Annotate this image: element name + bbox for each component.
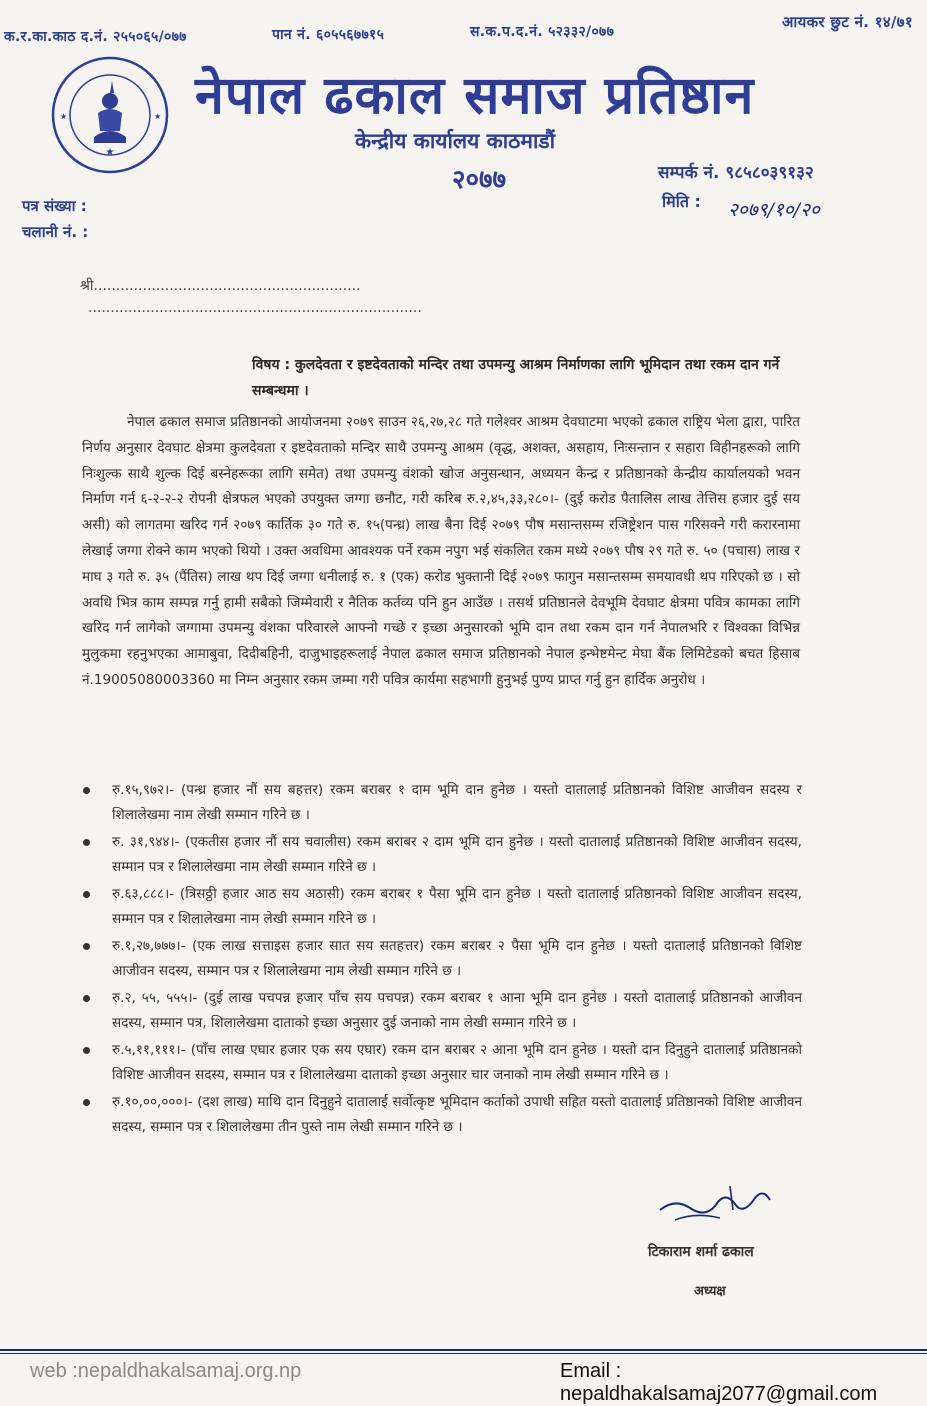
footer-divider-thin [0,1353,927,1354]
swc-number: स.क.प.द.नं. ५२३३२/०७७ [470,24,615,40]
svg-text:★: ★ [154,112,162,121]
registration-number: क.र.का.काठ द.नं. २५५०६५/०७७ [4,29,187,45]
date-label: मिति : [662,192,701,211]
website-address: web :nepaldhakalsamaj.org.np [30,1360,302,1382]
list-item [80,830,802,880]
list-item [80,882,802,932]
bullet-icon [83,995,90,1002]
date-value: २०७९/१०/२० [728,199,820,221]
list-item [80,778,802,828]
donation-tier-text: रु.१०,००,०००।- (दश लाख) माथि दान दिनुहुने दातालाई सर्वोत्कृष्ट भूमिदान कर्ताको उपाधी सहित यस्तो दातालाई प्रतिष्ठानको विशिष्ट आजीवन सदस्य, सम्मान पत्र र शिलालेखमा तीन पुस्ते नाम लेखी सम्मान गरिने छ । [112,1094,802,1135]
dispatch-number-label: चलानी नं. : [22,223,89,241]
pan-number: पान नं. ६०५५६७७१५ [272,27,385,43]
letter-body: नेपाल ढकाल समाज प्रतिष्ठानको आयोजनमा २०७९ साउन २६,२७,२८ गते गलेश्वर आश्रम देवघाटमा भएको ढकाल राष्ट्रिय भेला द्वारा, पारित निर्णय अनुसार देवघाट क्षेत्रमा कुलदेवता र इष्टदेवताको मन्दिर साथै उपमन्यु आश्रम (वृद्ध, अशक्त, असहाय, निःसन्तान र सहारा विहीनहरूको लागि निःशुल्क साथै शुल्क दिई बस्नेहरूका लागि समेत) तथा उपमन्यु वंशको खोज अनुसन्धान, अध्ययन केन्द्र र प्रतिष्ठानको केन्द्रीय कार्यालयको भवन निर्माण गर्न ६-२-२-२ रोपनी क्षेत्रफल भएको उपयुक्त जग्गा छनौट, गरी करिब रु.२,४५,३३,२८०।- (दुई करोड पैतालिस लाख तेत्तिस हजार दुई सय असी) को लागतमा खरिद गर्न २०७९ कार्तिक ३० गते रु. १५(पन्ध्र) लाख बैना दिई २०७९ पौष मसान्तसम्म रजिष्ट्रेशन पास गरिसक्ने गरी करारनामा लेखाई जग्गा रोक्ने काम भएको थियो । उक्त अवधिमा आवश्यक पर्ने रकम नपुग भई संकलित रकम मध्ये २०७९ पौष २९ गते रु. ५० (पचास) लाख र माघ ३ गते रु. ३५ (पैंतिस) लाख थप दिई जग्गा धनीलाई रु. १ (एक) करोड भुक्तानी दिई २०७९ फागुन मसान्तसम्म समयावधी थप गरिएको छ । सो अवधि भित्र काम सम्पन्न गर्नु हामी सबैको जिम्मेवारी र नैतिक कर्तव्य पनि हुन आउँछ । तसर्थ प्रतिष्ठानले देवभूमि देवघाट क्षेत्रमा पवित्र कामका लागि खरिद गर्न लागेको जग्गामा उपमन्यु वंशका परिवारले आफ्नो गच्छे र इच्छा अनुसारको भूमि दान तथा रकम दान गर्न नेपालभरि र विश्वका विभिन्न मुलुकमा रहनुभएका आमाबुवा, दिदीबहिनी, दाजुभाइहरूलाई नेपाल ढकाल समाज प्रतिष्ठानको नेपाल इन्भेष्टमेन्ट मेघा बैंक लिमिटेडको बचत हिसाब नं.19005080003360 मा निम्न अनुसार रकम जम्मा गरी पवित्र कार्यमा सहभागी हुनुभई पुण्य प्राप्त गर्नु हुन हार्दिक अनुरोध । [82,414,800,688]
organization-name: नेपाल ढकाल समाज प्रतिष्ठान [195,66,755,126]
bullet-icon [83,891,90,898]
letter-number-label: पत्र संख्या : [22,197,87,215]
bullet-icon [83,787,90,794]
svg-text:★: ★ [60,112,68,121]
footer-divider [0,1349,927,1351]
donation-tier-text: रु.२, ५५, ५५५।- (दुई लाख पचपन्न हजार पाँच सय पचपन्न) रकम बराबर १ आना भूमि दान हुनेछ । यस्तो दातालाई प्रतिष्ठानको आजीवन सदस्य, सम्मान पत्र, शिलालेखमा दाताको इच्छा अनुसार दुई जनाको नाम लेखी सम्मान गरिने छ । [112,990,802,1031]
list-item [80,934,802,984]
signatory-name: टिकाराम शर्मा ढकाल [648,1244,754,1260]
list-item [80,986,802,1036]
bullet-icon [83,1047,90,1054]
donation-tier-list [80,778,802,1142]
donation-tier-text: रु.१,२७,७७७।- (एक लाख सत्ताइस हजार सात सय सतहत्तर) रकम बराबर २ पैसा भूमि दान हुनेछ । यस्तो दातालाई प्रतिष्ठानको विशिष्ट आजीवन सदस्य, सम्मान पत्र र शिलालेखमा नाम लेखी सम्मान गरिने छ । [112,938,802,979]
donation-tier-text: रु.१५,९७२।- (पन्ध्र हजार नौं सय बहत्तर) रकम बराबर १ दाम भूमि दान हुनेछ । यस्तो दातालाई प्रतिष्ठानको विशिष्ट आजीवन सदस्य र शिलालेखमा नाम लेखी सम्मान गरिने छ । [112,782,802,823]
recipient-line-2: ........................................................................... [88,300,422,316]
organization-seal-logo [50,55,170,175]
bullet-icon [83,943,90,950]
office-name: केन्द्रीय कार्यालय काठमाडौं [355,129,556,153]
list-item [80,1038,802,1088]
established-year: २०७७ [452,165,507,195]
svg-text:★: ★ [105,147,115,158]
bullet-icon [83,1099,90,1106]
email-address: Email : nepaldhakalsamaj2077@gmail.com [560,1360,878,1405]
handwritten-signature [655,1180,775,1235]
donation-tier-text: रु. ३१,९४४।- (एकतीस हजार नौं सय चवालीस) रकम बराबर २ दाम भूमि दान हुनेछ । यस्तो दातालाई प्रतिष्ठानको विशिष्ट आजीवन सदस्य, सम्मान पत्र र शिलालेखमा नाम लेखी सम्मान गरिने छ । [112,834,802,875]
list-item [80,1090,802,1140]
donation-tier-text: रु.५,११,१११।- (पाँच लाख एघार हजार एक सय एघार) रकम दान बराबर २ आना भूमि दान हुनेछ । यस्तो दान दिनुहुने दातालाई प्रतिष्ठानको विशिष्ट आजीवन सदस्य, सम्मान पत्र र शिलालेखमा दाताको इच्छा अनुसार चार जनाको नाम लेखी सम्मान गरिने छ । [112,1042,802,1083]
bullet-icon [83,839,90,846]
recipient-line: श्री............................................................ [80,278,361,294]
letter-subject: विषय : कुलदेवता र इष्टदेवताको मन्दिर तथा उपमन्यु आश्रम निर्माणका लागि भूमिदान तथा रकम दान गर्ने सम्बन्धमा । [252,357,780,399]
donation-tier-text: रु.६३,८८८।- (त्रिसठ्ठी हजार आठ सय अठासी) रकम बराबर १ पैसा भूमि दान हुनेछ । यस्तो दातालाई प्रतिष्ठानको विशिष्ट आजीवन सदस्य, सम्मान पत्र र शिलालेखमा नाम लेखी सम्मान गरिने छ । [112,886,802,927]
signatory-title: अध्यक्ष [694,1284,726,1299]
contact-number: सम्पर्क नं. ९८५८०३९१३२ [658,163,814,183]
tax-exempt-number: आयकर छुट नं. १४/७१ [782,13,913,31]
